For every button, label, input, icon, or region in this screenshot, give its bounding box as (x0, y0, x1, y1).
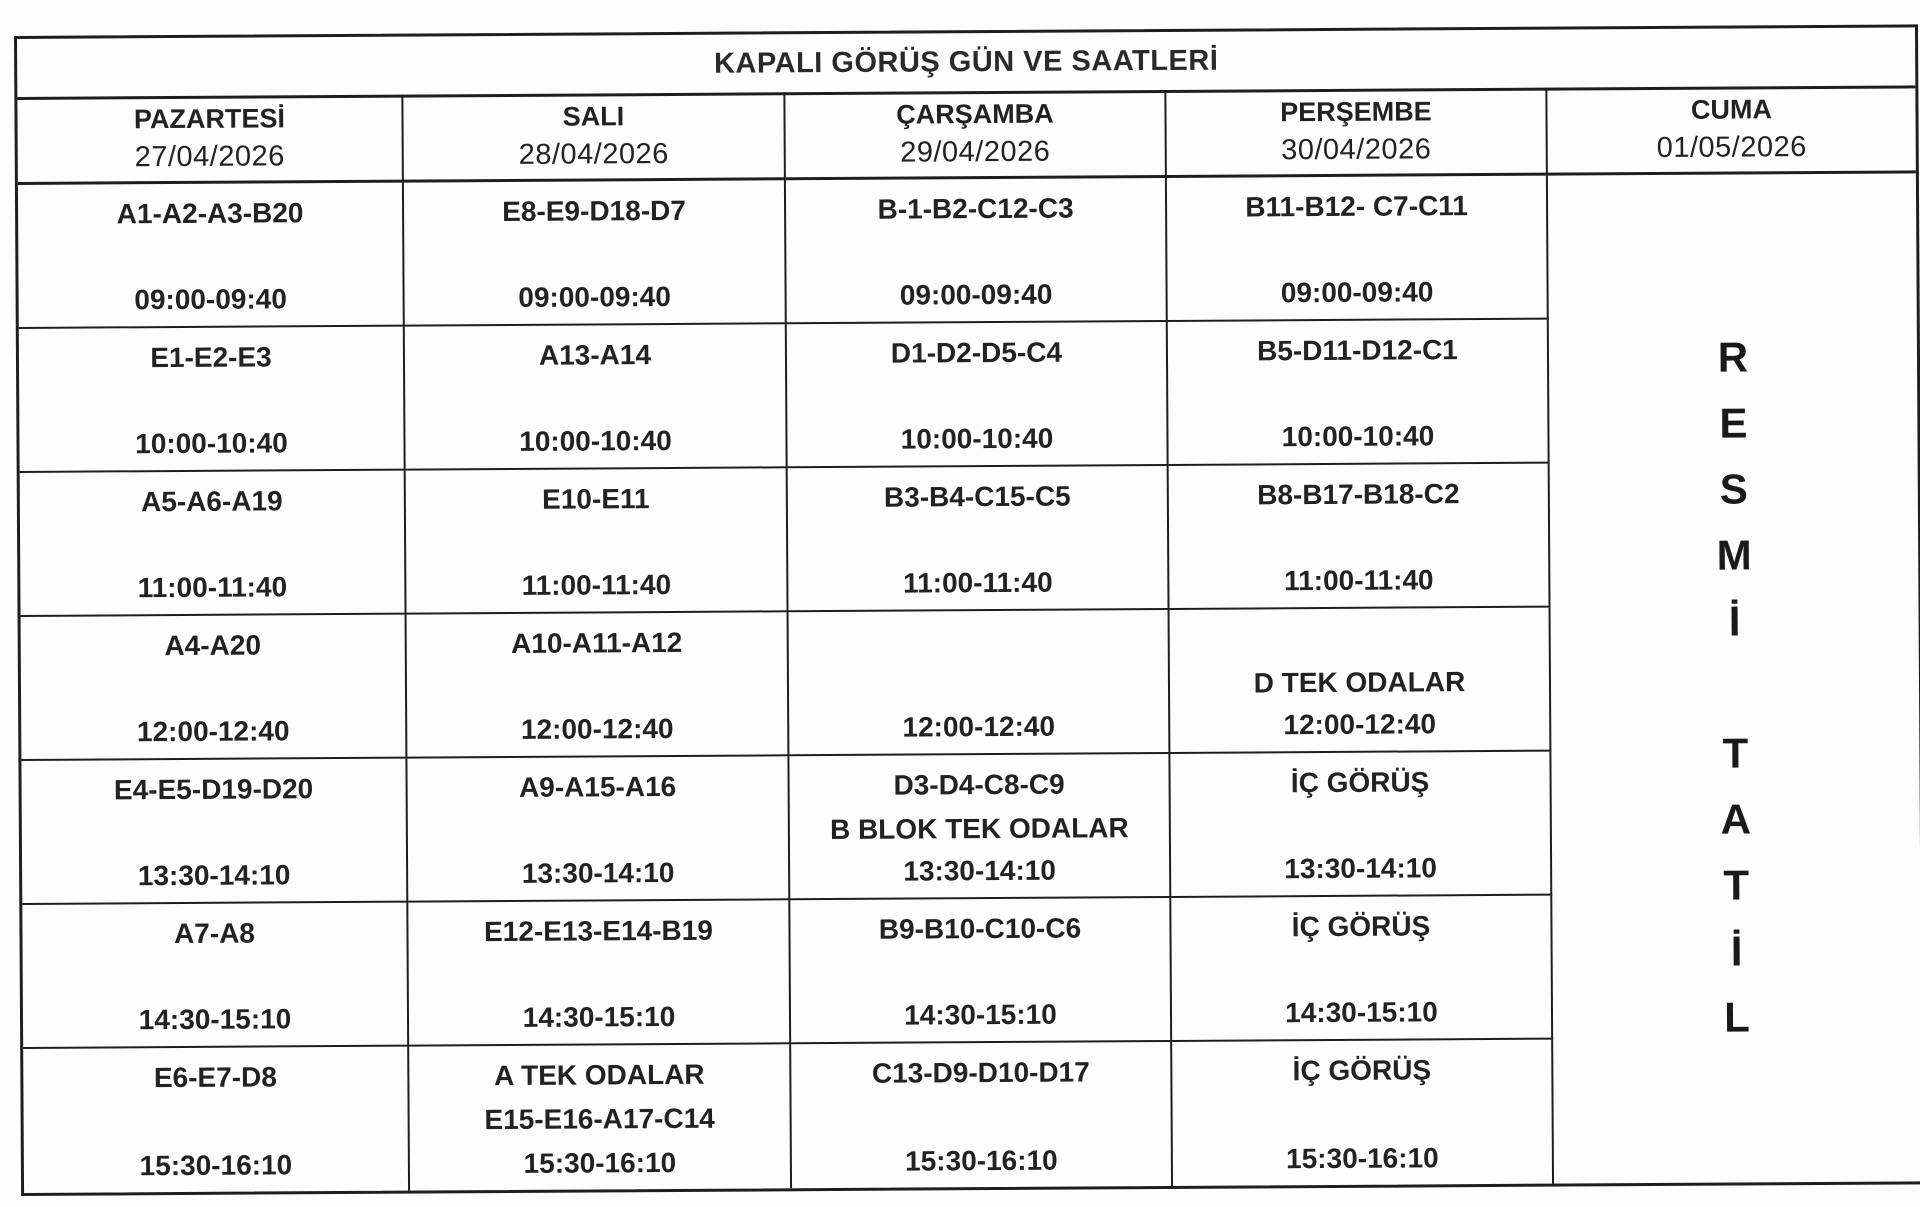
slot-groups: B5-D11-D12-C1 (1256, 334, 1458, 367)
slot-groups: A1-A2-A3-B20 (116, 197, 304, 230)
slot-groups: A10-A11-A12 (511, 626, 683, 659)
slot-time: 12:00-12:40 (520, 712, 674, 745)
slot-time: 14:30-15:10 (522, 1000, 676, 1033)
holiday-letter: E (1719, 399, 1748, 447)
slot-groups: C13-D9-D10-D17 (871, 1056, 1090, 1089)
slot-extra-groups: B BLOK TEK ODALAR (829, 812, 1129, 846)
slot-cell (409, 1044, 792, 1190)
table-title: KAPALI GÖRÜŞ GÜN VE SAATLERİ (713, 44, 1219, 80)
official-holiday-cell (1548, 173, 1920, 1183)
slot-cell (1170, 752, 1552, 898)
slot-groups: D1-D2-D5-C4 (890, 336, 1063, 369)
slot-cell (406, 468, 789, 614)
slot-time: 15:30-16:10 (905, 1144, 1058, 1177)
slot-groups: A TEK ODALAR (493, 1058, 705, 1092)
day-date: 27/04/2026 (134, 139, 285, 173)
slot-cell (1167, 176, 1549, 322)
visiting-schedule-table (14, 24, 1920, 1196)
slot-groups: E8-E9-D18-D7 (502, 194, 686, 228)
slot-cell (786, 178, 1168, 324)
slot-cell (1168, 320, 1550, 466)
day-name: ÇARŞAMBA (896, 98, 1054, 130)
slot-groups: A9-A15-A16 (518, 770, 677, 803)
slot-time: 12:00-12:40 (902, 710, 1056, 743)
schedule-grid (17, 85, 1920, 1193)
slot-extra-groups: E15-E16-A17-C14 (484, 1102, 715, 1136)
day-date: 29/04/2026 (900, 135, 1051, 169)
slot-cell (18, 183, 405, 329)
slot-groups: E10-E11 (542, 483, 650, 515)
slot-cell (789, 754, 1171, 900)
slot-time: 09:00-09:40 (899, 278, 1053, 311)
slot-groups: A13-A14 (538, 339, 652, 371)
slot-time: 12:00-12:40 (136, 715, 290, 748)
slot-cell (405, 324, 788, 470)
slot-groups: E12-E13-E14-B19 (483, 914, 713, 948)
day-name: CUMA (1690, 93, 1773, 125)
slot-time: 13:30-14:10 (521, 856, 675, 889)
slot-groups: İÇ GÖRÜŞ (1290, 766, 1430, 799)
slot-cell (1169, 464, 1551, 610)
day-header-3 (1166, 88, 1548, 178)
slot-time: 11:00-11:40 (137, 571, 288, 604)
slot-groups: İÇ GÖRÜŞ (1292, 1054, 1432, 1087)
day-name: PERŞEMBE (1280, 95, 1432, 127)
slot-cell (21, 759, 408, 905)
day-header-1 (403, 92, 786, 182)
slot-time: 10:00-10:40 (519, 424, 672, 457)
slot-time: 15:30-16:10 (1286, 1142, 1439, 1175)
slot-cell (1170, 608, 1552, 754)
slot-cell (407, 756, 790, 902)
slot-time: 11:00-11:40 (903, 566, 1053, 599)
slot-time: 15:30-16:10 (523, 1146, 677, 1179)
holiday-letter: M (1716, 531, 1752, 579)
slot-groups: D3-D4-C8-C9 (893, 768, 1065, 801)
holiday-letter: A (1720, 795, 1752, 843)
holiday-letter: T (1723, 861, 1750, 909)
slot-time: 14:30-15:10 (1285, 996, 1438, 1029)
holiday-letter: S (1719, 465, 1748, 513)
holiday-letter: İ (1728, 597, 1741, 645)
slot-time: 11:00-11:40 (521, 568, 672, 601)
slot-cell (404, 180, 787, 326)
day-name: PAZARTESİ (133, 102, 286, 134)
slot-cell (791, 1042, 1173, 1188)
slot-time: 10:00-10:40 (1281, 420, 1435, 453)
day-header-0 (17, 95, 404, 185)
slot-groups: E6-E7-D8 (153, 1061, 277, 1094)
holiday-letter: R (1717, 333, 1749, 381)
day-date: 28/04/2026 (518, 137, 669, 171)
slot-groups: A7-A8 (173, 917, 256, 950)
slot-cell (20, 471, 407, 617)
slot-groups: İÇ GÖRÜŞ (1291, 910, 1431, 943)
slot-time: 09:00-09:40 (1280, 276, 1434, 309)
slot-cell (21, 615, 408, 761)
slot-groups: B8-B17-B18-C2 (1257, 478, 1460, 511)
slot-cell (22, 903, 409, 1049)
slot-groups: E4-E5-D19-D20 (113, 773, 314, 806)
slot-time: 13:30-14:10 (137, 859, 291, 892)
slot-cell (790, 898, 1172, 1044)
slot-cell (1171, 896, 1553, 1042)
slot-time: 09:00-09:40 (134, 283, 287, 316)
slot-time: 09:00-09:40 (518, 280, 671, 313)
slot-time: 14:30-15:10 (904, 998, 1057, 1031)
slot-groups: B9-B10-C10-C6 (878, 912, 1082, 945)
slot-note: D TEK ODALAR (1253, 666, 1466, 699)
slot-groups: E1-E2-E3 (150, 341, 272, 374)
slot-time: 11:00-11:40 (1284, 564, 1434, 597)
slot-time: 10:00-10:40 (900, 422, 1054, 455)
slot-cell (23, 1047, 410, 1193)
slot-cell (1172, 1040, 1554, 1186)
slot-cell (787, 322, 1169, 468)
slot-cell (788, 466, 1170, 612)
slot-time: 12:00-12:40 (1283, 708, 1437, 741)
day-date: 30/04/2026 (1281, 132, 1432, 166)
slot-groups: B-1-B2-C12-C3 (877, 192, 1074, 225)
day-header-2 (785, 90, 1167, 180)
slot-cell (408, 900, 791, 1046)
slot-groups: A4-A20 (164, 629, 262, 662)
slot-cell (19, 327, 406, 473)
holiday-letter: T (1722, 729, 1749, 777)
slot-time: 13:30-14:10 (903, 854, 1056, 887)
holiday-letter: L (1724, 993, 1750, 1041)
slot-cell (407, 612, 790, 758)
slot-time: 14:30-15:10 (138, 1003, 292, 1036)
slot-time: 15:30-16:10 (139, 1149, 293, 1182)
slot-time: 10:00-10:40 (135, 427, 288, 460)
slot-groups: B3-B4-C15-C5 (883, 480, 1071, 513)
day-header-4 (1547, 85, 1916, 175)
slot-groups: A5-A6-A19 (140, 485, 283, 518)
holiday-letter: İ (1730, 927, 1743, 975)
slot-cell (789, 610, 1171, 756)
day-date: 01/05/2026 (1656, 130, 1807, 164)
slot-time: 13:30-14:10 (1284, 852, 1437, 885)
day-name: SALI (562, 100, 625, 132)
slot-groups: B11-B12- C7-C11 (1245, 190, 1468, 223)
